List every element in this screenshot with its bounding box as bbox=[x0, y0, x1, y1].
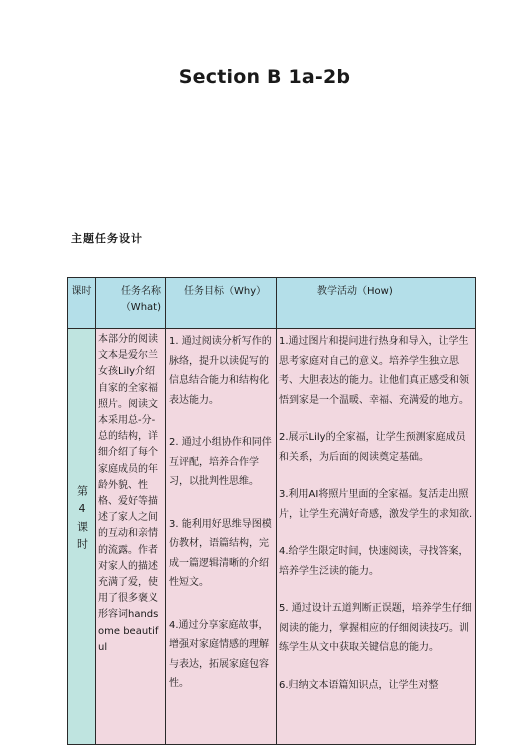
task-name-text: 本部分的阅读文本是爱尔兰女孩Lily介绍自家的全家福照片。阅读文本采用总-分-总的结构，详细介绍了每个家庭成员的年龄外貌、性格、爱好等描述了家人之间的互动和亲情的流露。作者对家人的描述充满了爱，使用了很多褒义形容词handsome beautiful bbox=[98, 334, 159, 653]
task-goal-cell bbox=[166, 329, 277, 745]
goal-item: 2. 通过小组协作和同伴互评配，培养合作学习，以批判性思维。 bbox=[169, 437, 272, 487]
activity-item: 3.利用AI将照片里面的全家福。复活走出照片，让学生充满好奇感，激发学生的求知欲. bbox=[279, 489, 473, 520]
goal-item: 3. 能利用好思维导图模仿教材，语篇结构，完成一篇逻辑清晰的介绍性短文。 bbox=[169, 518, 272, 588]
activity-cell bbox=[277, 329, 476, 745]
activity-item: 5. 通过设计五道判断正误题，培养学生仔细阅读的能力，掌握相应的仔细阅读技巧。训练学生从文中获取关键信息的能力。 bbox=[279, 603, 472, 653]
goal-item: 1. 通过阅读分析写作的脉络，提升以读促写的信息结合能力和结构化表达能力。 bbox=[169, 336, 272, 406]
header-task-goal: 任务目标（Why） bbox=[166, 278, 277, 329]
document-title: Section B 1a-2b bbox=[178, 66, 351, 88]
task-name-cell bbox=[96, 329, 166, 745]
activity-item: 1.通过图片和提问进行热身和导入，让学生思考家庭对自己的意义。培养学生独立思考、大胆表达的能力。让他们真正感受和领悟到家是一个温暖、幸福、充满爱的地方。 bbox=[279, 336, 469, 406]
lesson-label: 第4课时 bbox=[75, 485, 89, 555]
table-row bbox=[68, 329, 476, 745]
section-heading: 主题任务设计 bbox=[71, 232, 143, 245]
table-header-row bbox=[68, 278, 476, 329]
header-activity: 教学活动（How) bbox=[277, 278, 476, 329]
activity-item: 2.展示Lily的全家福，让学生预测家庭成员和关系，为后面的阅读奠定基础。 bbox=[279, 432, 466, 463]
goal-item: 4.通过分享家庭故事，增强对家庭情感的理解与表达，拓展家庭包容性。 bbox=[169, 619, 269, 689]
header-task-name: 任务名称（What) bbox=[96, 278, 166, 329]
lesson-cell bbox=[68, 329, 96, 745]
activity-item: 6.归纳文本语篇知识点，让学生对整 bbox=[279, 679, 439, 691]
activity-item: 4.给学生限定时间，快速阅读，寻找答案，培养学生泛读的能力。 bbox=[279, 546, 469, 577]
task-design-table bbox=[67, 277, 476, 745]
header-lesson: 课时 bbox=[68, 278, 96, 329]
